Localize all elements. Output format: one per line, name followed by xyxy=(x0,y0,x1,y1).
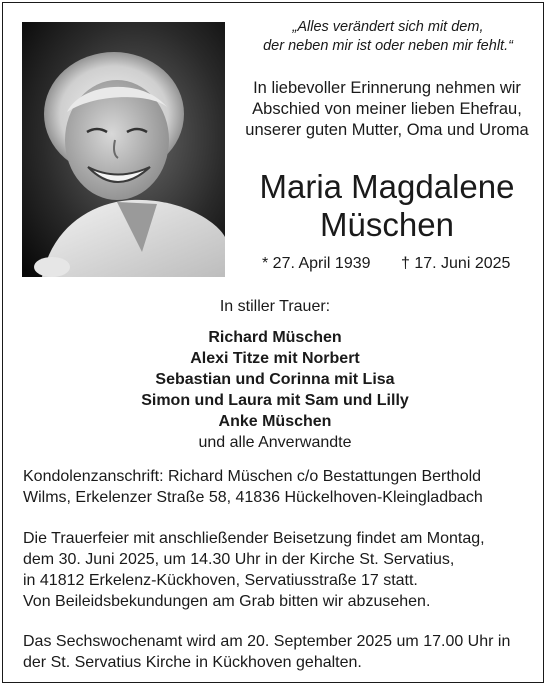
mourner-name: Anke Müschen xyxy=(218,413,332,430)
funeral-line: dem 30. Juni 2025, um 14.30 Uhr in der Kirche St. Servatius, xyxy=(23,551,455,568)
condolence-line: Kondolenzanschrift: Richard Müschen c/o Bestattungen Berthold xyxy=(23,468,482,485)
condolence-address xyxy=(23,466,528,508)
mourner-name: Sebastian und Corinna mit Lisa xyxy=(155,371,395,388)
deceased-surname: Müschen xyxy=(320,206,454,243)
memorial-notice xyxy=(23,631,528,673)
birth-date: * 27. April 1939 xyxy=(262,255,371,272)
quote-line: der neben mir ist oder neben mir fehlt.“ xyxy=(263,38,513,54)
funeral-line: Von Beileidsbekundungen am Grab bitten wir abzusehen. xyxy=(23,593,431,610)
memorial-line: der St. Servatius Kirche in Kückhoven gehalten. xyxy=(23,654,362,671)
mourner-name: Richard Müschen xyxy=(208,329,342,346)
condolence-line: Wilms, Erkelenzer Straße 58, 41836 Hückelhoven-Kleingladbach xyxy=(23,489,483,506)
mourner-name: Alexi Titze mit Norbert xyxy=(190,350,360,367)
deceased-name xyxy=(236,168,538,244)
death-date: † 17. Juni 2025 xyxy=(401,255,511,272)
deceased-first-names: Maria Magdalene xyxy=(259,168,515,205)
funeral-line: in 41812 Erkelenz-Kückhoven, Servatiusstraße 17 statt. xyxy=(23,572,418,589)
funeral-line: Die Trauerfeier mit anschließender Beisetzung findet am Montag, xyxy=(23,530,485,547)
memorial-line: Das Sechswochenamt wird am 20. September 2025 um 17.00 Uhr in xyxy=(23,633,511,650)
funeral-notice xyxy=(23,528,528,612)
mourner-name: Simon und Laura mit Sam und Lilly xyxy=(141,392,409,409)
quote-line: „Alles verändert sich mit dem, xyxy=(292,19,484,35)
intro-line: Abschied von meiner lieben Ehefrau, xyxy=(252,100,522,118)
mourners-list xyxy=(0,297,550,453)
intro-text xyxy=(236,78,538,141)
mourners-closing: und alle Anverwandte xyxy=(198,434,352,451)
quote xyxy=(238,18,538,56)
portrait-photo xyxy=(22,22,225,277)
intro-line: In liebevoller Erinnerung nehmen wir xyxy=(253,79,521,97)
intro-line: unserer guten Mutter, Oma und Uroma xyxy=(245,121,529,139)
portrait-image xyxy=(22,22,225,277)
mourners-lead: In stiller Trauer: xyxy=(219,298,331,315)
